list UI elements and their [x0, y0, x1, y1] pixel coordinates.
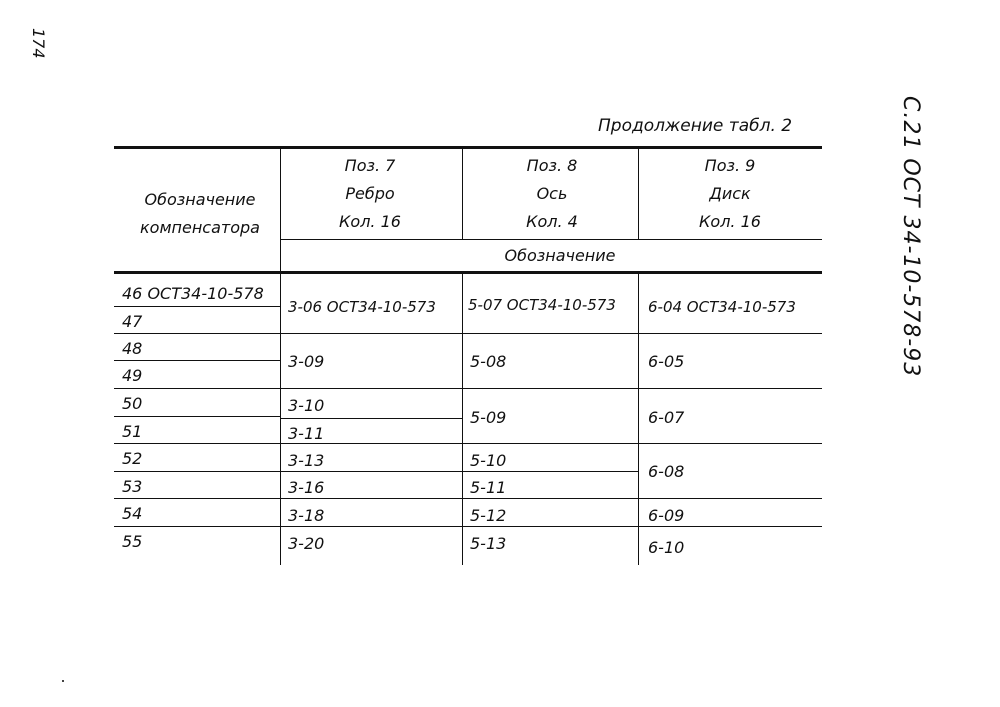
row-rule — [114, 416, 280, 417]
column-divider-3-body — [638, 273, 639, 565]
header-poz7-quantity: Кол. 16 — [339, 212, 401, 231]
poz7-cell: 3-20 — [288, 534, 325, 553]
header-poz7-position: Поз. 7 — [344, 156, 396, 175]
row-id: 50 — [122, 394, 143, 413]
row-id: 55 — [122, 532, 143, 551]
row-id: 49 — [122, 366, 143, 385]
poz8-cell: 5-10 — [470, 451, 507, 470]
row-rule — [114, 388, 822, 389]
poz7-cell: 3-09 — [288, 352, 325, 371]
row-id: 46 ОСТ34-10-578 — [122, 284, 264, 303]
header-poz8-position: Поз. 8 — [526, 156, 578, 175]
row-id: 51 — [122, 422, 143, 441]
row-id: 53 — [122, 477, 143, 496]
row-rule — [114, 526, 822, 527]
subheader-designation: Обозначение — [504, 246, 616, 265]
poz8-cell: 5-11 — [470, 478, 507, 497]
column-divider-1 — [280, 147, 281, 565]
poz7-cell: 3-13 — [288, 451, 325, 470]
poz7-cell: 3-10 — [288, 396, 325, 415]
poz9-cell: 6-09 — [648, 506, 685, 525]
table-caption: Продолжение табл. 2 — [598, 116, 793, 136]
header-poz8 — [482, 152, 622, 236]
scan-speck — [62, 680, 64, 682]
header-designation — [120, 186, 280, 242]
row-id: 54 — [122, 504, 143, 523]
header-poz7-name: Ребро — [345, 184, 395, 203]
poz8-cell: 5-13 — [470, 534, 507, 553]
poz8-cell: 5-12 — [470, 506, 507, 525]
column-divider-2 — [462, 147, 463, 239]
column-divider-2-body — [462, 273, 463, 565]
row-rule — [114, 360, 280, 361]
row-rule — [280, 418, 462, 419]
poz9-cell: 6-07 — [648, 408, 685, 427]
document-id: С.21 ОСТ 34-10-578-93 — [898, 96, 923, 378]
row-rule — [114, 443, 822, 444]
poz9-cell: 6-08 — [648, 462, 685, 481]
page-number: 174 — [29, 28, 48, 59]
poz7-cell: 3-11 — [288, 424, 325, 443]
column-divider-3 — [638, 147, 639, 239]
row-rule — [114, 306, 280, 307]
poz7-cell: 3-18 — [288, 506, 325, 525]
header-poz9 — [660, 152, 800, 236]
row-rule — [114, 471, 638, 472]
header-poz7 — [300, 152, 440, 236]
header-poz8-name: Ось — [536, 184, 568, 203]
poz8-cell: 5-09 — [470, 408, 507, 427]
poz8-cell: 5-07 ОСТ34-10-573 — [468, 296, 616, 314]
poz8-cell: 5-08 — [470, 352, 507, 371]
row-id: 48 — [122, 339, 143, 358]
row-rule — [114, 333, 822, 334]
header-poz9-position: Поз. 9 — [704, 156, 756, 175]
header-poz9-quantity: Кол. 16 — [699, 212, 761, 231]
table-top-rule — [114, 146, 822, 149]
header-bottom-rule — [114, 271, 822, 274]
header-designation-line2: компенсатора — [140, 218, 260, 237]
row-rule — [114, 498, 822, 499]
poz7-cell: 3-16 — [288, 478, 325, 497]
poz9-cell: 6-10 — [648, 538, 685, 557]
subheader-rule — [280, 239, 822, 240]
header-designation-line1: Обозначение — [144, 190, 256, 209]
row-id: 47 — [122, 312, 143, 331]
header-poz8-quantity: Кол. 4 — [526, 212, 578, 231]
row-id: 52 — [122, 449, 143, 468]
header-poz9-name: Диск — [709, 184, 751, 203]
poz7-cell: 3-06 ОСТ34-10-573 — [288, 298, 436, 316]
poz9-cell: 6-04 ОСТ34-10-573 — [648, 298, 796, 316]
poz9-cell: 6-05 — [648, 352, 685, 371]
